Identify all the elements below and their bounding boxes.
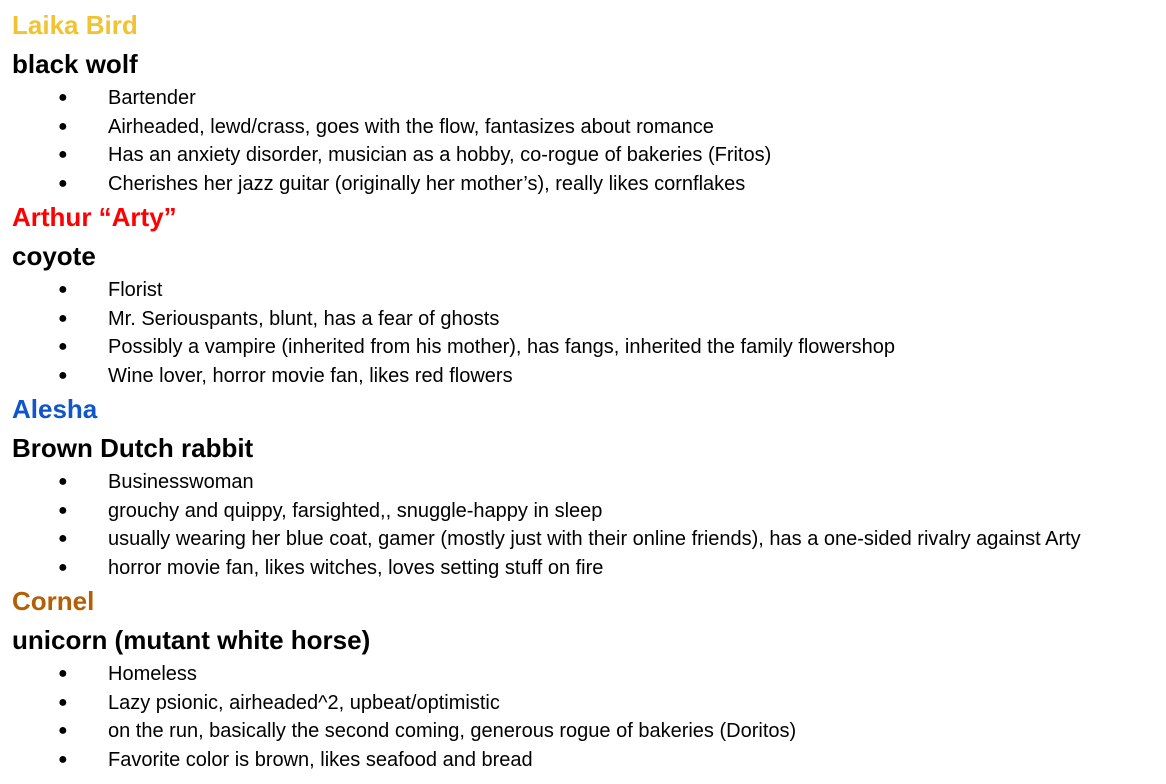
list-item: [12, 84, 1162, 113]
list-item: [12, 333, 1162, 362]
bullet-icon: ●: [58, 309, 68, 327]
list-item: [12, 305, 1162, 334]
bullet-icon: ●: [58, 338, 68, 355]
bullet-icon: ●: [58, 174, 68, 192]
bullet-icon: ●: [58, 665, 68, 682]
trait-list: [12, 276, 1162, 390]
trait-text: Cherishes her jazz guitar (originally her mother’s), really likes cornflakes: [108, 172, 746, 195]
trait-text: Lazy psionic, airheaded^2, upbeat/optimistic: [108, 691, 500, 714]
character-section: [12, 390, 1162, 582]
trait-text: usually wearing her blue coat, gamer (mostly just with their online friends), has a one-sided rivalry against Arty: [108, 528, 1081, 550]
bullet-icon: ●: [58, 366, 68, 384]
trait-text: Homeless: [108, 663, 197, 685]
bullet-icon: ●: [58, 722, 68, 739]
trait-text: Florist: [108, 279, 163, 301]
list-item: [12, 141, 1162, 170]
trait-text: Has an anxiety disorder, musician as a hobby, co-rogue of bakeries (Fritos): [108, 144, 772, 166]
list-item: [12, 497, 1162, 526]
trait-text: Favorite color is brown, likes seafood and bread: [108, 748, 533, 771]
bullet-icon: ●: [58, 117, 68, 135]
character-section: [12, 198, 1162, 390]
trait-list: [12, 660, 1162, 774]
bullet-icon: ●: [58, 146, 68, 163]
list-item: [12, 689, 1162, 718]
bullet-icon: ●: [58, 530, 68, 547]
list-item: [12, 468, 1162, 497]
character-species: black wolf: [12, 49, 138, 79]
list-item: [12, 717, 1162, 746]
trait-text: Businesswoman: [108, 471, 254, 493]
character-name: Alesha: [12, 394, 98, 424]
character-species: unicorn (mutant white horse): [12, 625, 371, 655]
trait-text: grouchy and quippy, farsighted,, snuggle-happy in sleep: [108, 499, 603, 522]
bullet-icon: ●: [58, 693, 68, 711]
character-name: Laika Bird: [12, 10, 138, 40]
bullet-icon: ●: [58, 750, 68, 768]
list-item: [12, 276, 1162, 305]
list-item: [12, 525, 1162, 554]
bullet-icon: ●: [58, 501, 68, 519]
trait-text: Bartender: [108, 87, 196, 109]
list-item: [12, 113, 1162, 142]
trait-text: Wine lover, horror movie fan, likes red flowers: [108, 364, 513, 387]
bullet-icon: ●: [58, 473, 68, 490]
list-item: [12, 660, 1162, 689]
character-species: Brown Dutch rabbit: [12, 433, 254, 463]
trait-text: Mr. Seriouspants, blunt, has a fear of ghosts: [108, 307, 500, 330]
character-name: Arthur “Arty”: [12, 202, 177, 232]
trait-text: on the run, basically the second coming, generous rogue of bakeries (Doritos): [108, 720, 797, 742]
bullet-icon: ●: [58, 281, 68, 298]
list-item: [12, 554, 1162, 583]
character-species: coyote: [12, 241, 96, 271]
trait-text: Possibly a vampire (inherited from his mother), has fangs, inherited the family flowershop: [108, 336, 896, 358]
list-item: [12, 746, 1162, 775]
document-body: [12, 6, 1162, 774]
trait-list: [12, 468, 1162, 582]
bullet-icon: ●: [58, 89, 68, 106]
trait-text: Airheaded, lewd/crass, goes with the flow, fantasizes about romance: [108, 115, 714, 138]
character-section: [12, 6, 1162, 198]
character-section: [12, 582, 1162, 774]
trait-list: [12, 84, 1162, 198]
character-name: Cornel: [12, 586, 95, 616]
list-item: [12, 362, 1162, 391]
trait-text: horror movie fan, likes witches, loves setting stuff on fire: [108, 556, 604, 579]
bullet-icon: ●: [58, 558, 68, 576]
list-item: [12, 170, 1162, 199]
